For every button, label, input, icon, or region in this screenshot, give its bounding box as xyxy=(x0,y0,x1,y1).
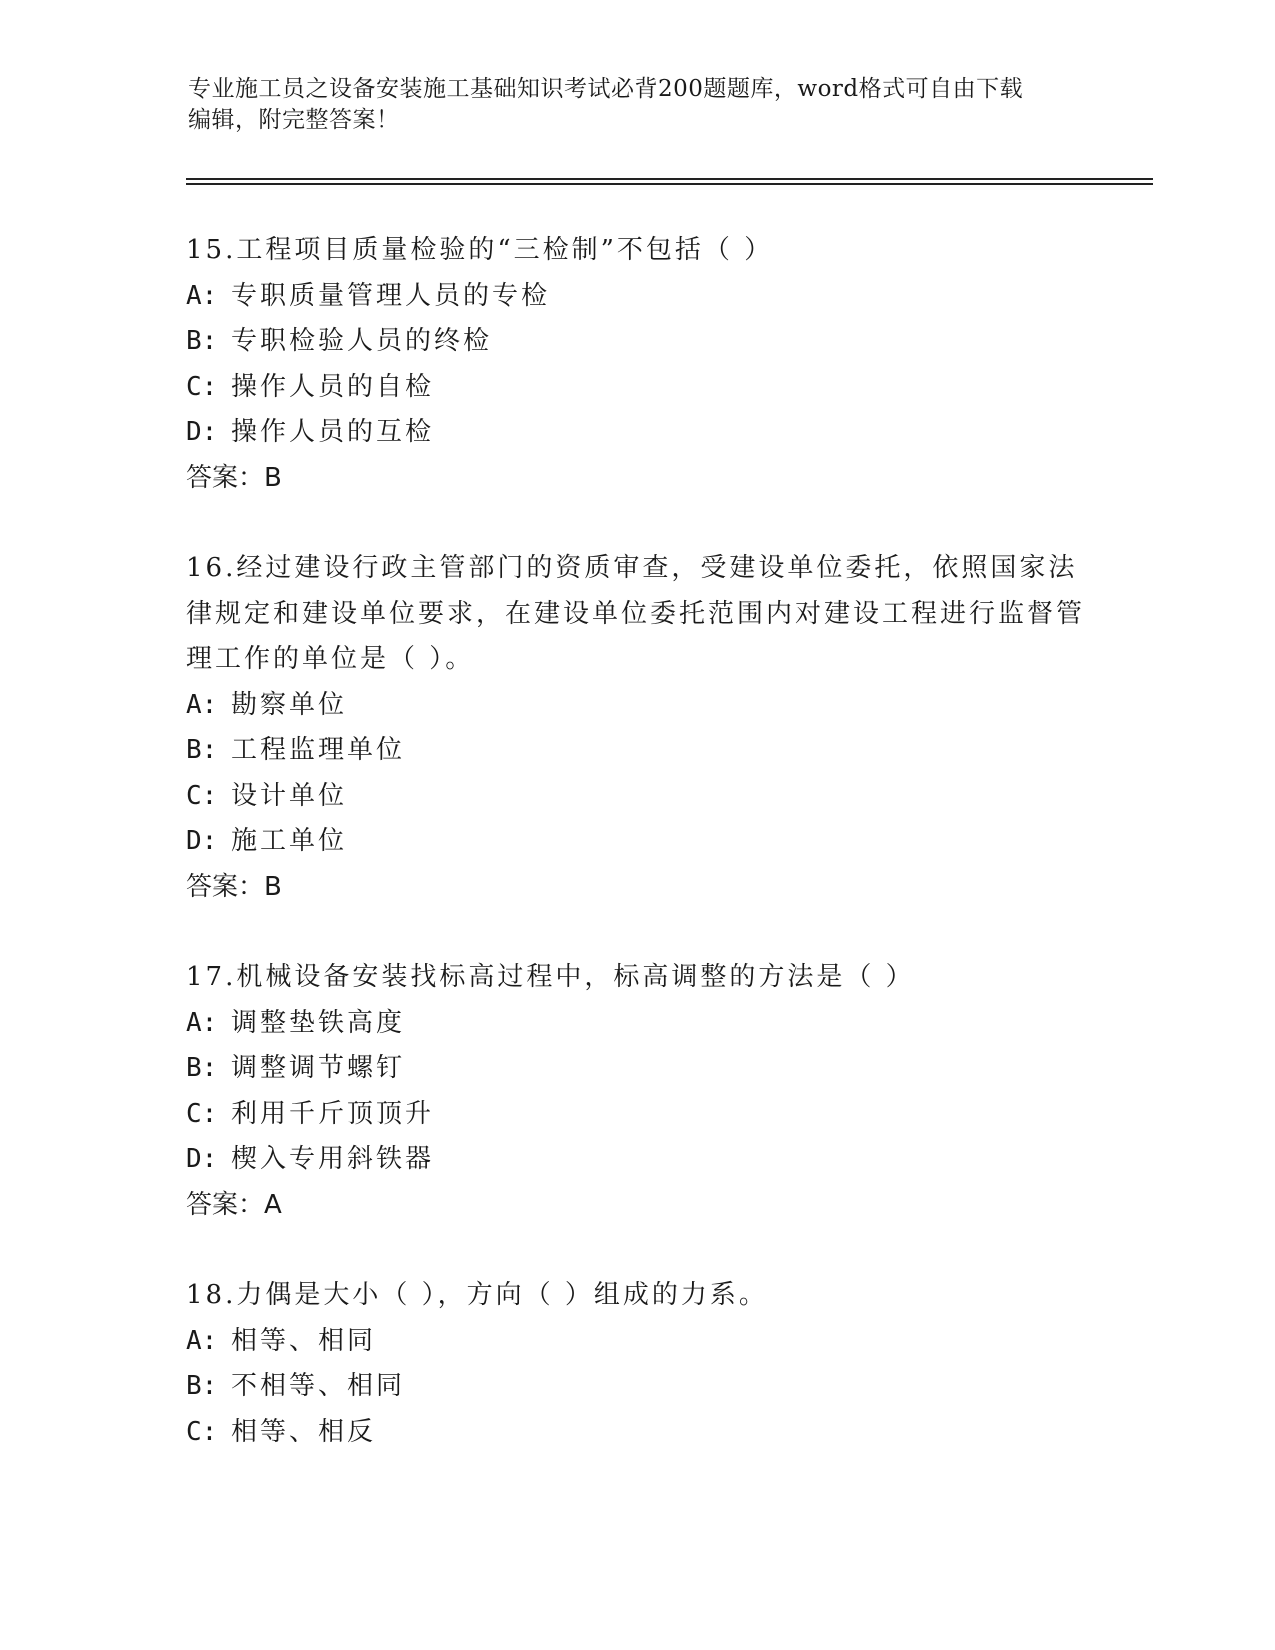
header-divider-top xyxy=(186,178,1153,180)
option-text: 施工单位 xyxy=(231,826,348,856)
header-line-1: 专业施工员之设备安装施工基础知识考试必背200题题库，word格式可自由下载 xyxy=(188,76,1024,102)
question-15 xyxy=(186,228,1086,501)
option-letter: C: xyxy=(186,1098,218,1129)
option-text: 专职质量管理人员的专检 xyxy=(231,280,551,311)
option-letter: C: xyxy=(186,371,218,402)
option-a xyxy=(186,1319,1086,1365)
option-letter: A: xyxy=(186,689,218,720)
option-b xyxy=(186,1046,1086,1092)
option-letter: C: xyxy=(186,780,218,811)
option-text: 专职检验人员的终检 xyxy=(231,326,493,356)
option-text: 工程监理单位 xyxy=(231,735,406,765)
option-letter: C: xyxy=(186,1416,218,1447)
option-c xyxy=(186,365,1086,411)
option-text: 不相等、相同 xyxy=(231,1371,406,1401)
answer-line xyxy=(186,456,1086,502)
option-text: 勘察单位 xyxy=(231,689,348,720)
option-text: 调整垫铁高度 xyxy=(231,1007,406,1038)
option-b xyxy=(186,728,1086,774)
question-stem: 18.力偶是大小（ ），方向（ ）组成的力系。 xyxy=(186,1280,768,1310)
option-text: 相等、相同 xyxy=(231,1325,377,1356)
option-c xyxy=(186,1410,1086,1456)
header-line-2: 编辑，附完整答案！ xyxy=(188,107,400,133)
question-17 xyxy=(186,955,1086,1228)
question-stem: 17.机械设备安装找标高过程中，标高调整的方法是（ ） xyxy=(186,962,915,992)
answer-label: 答案： xyxy=(186,1189,265,1220)
document-header xyxy=(188,74,1068,136)
answer-line xyxy=(186,1183,1086,1229)
option-d xyxy=(186,1137,1086,1183)
answer-value: A xyxy=(264,1189,282,1220)
option-text: 操作人员的自检 xyxy=(231,371,435,402)
option-text: 设计单位 xyxy=(231,780,348,811)
answer-line xyxy=(186,865,1086,911)
option-c xyxy=(186,774,1086,820)
answer-label: 答案： xyxy=(186,871,265,902)
option-a xyxy=(186,1001,1086,1047)
option-a xyxy=(186,683,1086,729)
option-text: 操作人员的互检 xyxy=(231,417,435,447)
answer-value: B xyxy=(264,871,282,902)
header-divider-bottom xyxy=(186,183,1153,185)
option-letter: B: xyxy=(186,1053,218,1083)
option-text: 相等、相反 xyxy=(231,1416,377,1447)
option-d xyxy=(186,410,1086,456)
option-letter: D: xyxy=(186,826,218,856)
option-letter: D: xyxy=(186,417,218,447)
answer-label: 答案： xyxy=(186,462,265,493)
option-letter: A: xyxy=(186,1007,218,1038)
option-text: 调整调节螺钉 xyxy=(231,1053,406,1083)
option-c xyxy=(186,1092,1086,1138)
question-16 xyxy=(186,546,1086,910)
answer-value: B xyxy=(264,462,282,493)
option-letter: D: xyxy=(186,1144,218,1174)
option-d xyxy=(186,819,1086,865)
option-a xyxy=(186,274,1086,320)
option-letter: B: xyxy=(186,326,218,356)
question-list xyxy=(186,228,1086,1500)
option-letter: A: xyxy=(186,1325,218,1356)
option-text: 楔入专用斜铁器 xyxy=(231,1144,435,1174)
option-letter: B: xyxy=(186,1371,218,1401)
question-18 xyxy=(186,1273,1086,1455)
option-letter: B: xyxy=(186,735,218,765)
question-stem: 16.经过建设行政主管部门的资质审查，受建设单位委托，依照国家法律规定和建设单位要求，在建设单位委托范围内对建设工程进行监督管理工作的单位是（ ）。 xyxy=(186,553,1086,674)
option-b xyxy=(186,319,1086,365)
option-text: 利用千斤顶顶升 xyxy=(231,1098,435,1129)
question-stem: 15.工程项目质量检验的“三检制”不包括（ ） xyxy=(186,235,774,265)
option-b xyxy=(186,1364,1086,1410)
option-letter: A: xyxy=(186,280,218,311)
